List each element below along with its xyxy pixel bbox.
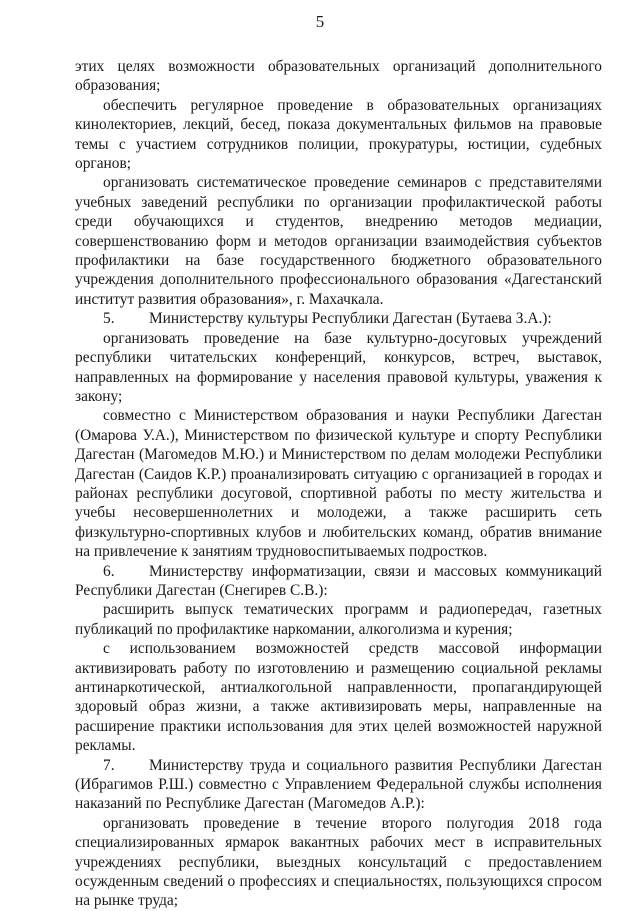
numbered-item [75,562,602,601]
paragraph: организовать систематическое проведение семинаров с представителями учебных заведений республики по организации профилактической работы среди обучающихся и студентов, внедрению методов медиации, совершенствованию форм и методов организации взаимодействия субъектов профилактики на базе государственного бюджетного образовательного учреждения дополнительного профессионального образования «Дагестанский институт развития образования», г. Махачкала. [75,174,602,308]
paragraph: организовать проведение на базе культурно-досуговых учреждений республики читательских конференций, конкурсов, встреч, выставок, направленных на формирование у населения правовой культуры, уважения к закону; [75,329,602,405]
item-text: Министерству информатизации, связи и массовых коммуникаций Республики Дагестан (Снегирев С.В.): [75,562,602,599]
paragraph: организовать проведение в течение второго полугодия 2018 года специализированных ярмарок вакантных рабочих мест в исправительных учреждениях республики, выездных консультаций с предоставлением осужденным сведений о профессиях и специальностях, пользующихся спросом на рынке труда; [75,814,602,910]
page-number: 5 [315,12,325,31]
paragraph: расширить выпуск тематических программ и радиопередач, газетных публикаций по профилактике наркомании, алкоголизма и курения; [75,601,602,638]
numbered-item [75,756,602,814]
paragraph: обеспечить регулярное проведение в образовательных организациях кинолекториев, лекций, бесед, показа документальных фильмов на правовые темы с участием сотрудников полиции, прокуратуры, юстиции, судебных органов; [75,96,602,173]
item-number: 5. [103,310,115,328]
paragraph: совместно с Министерством образования и науки Республики Дагестан (Омарова У.А.), Министерством по физической культуре и спорту Республики Дагестан (Магомедов М.Ю.) и Министерством по делам молодежи Республики Дагестан (Саидов К.Р.) проанализировать ситуацию с организацией в городах и районах республики досуговой, спортивной работы по месту жительства и учебы несовершеннолетних и молодежи, а также расширить сеть физкультурно-спортивных клубов и любительских команд, обратив внимание на привлечение к занятиям трудновоспитываемых подростков. [75,407,602,561]
paragraph: этих целях возможности образовательных организаций дополнительного образования; [75,58,602,95]
item-text: Министерству культуры Республики Дагестан (Бутаева З.А.): [149,310,552,328]
item-number: 7. [103,756,115,774]
paragraph: с использованием возможностей средств массовой информации активизировать работу по изготовлению и размещению социальной рекламы антинаркотической, антиалкогольной направленности, пропагандирующей здоровый образ жизни, а также активизировать меры, направленные на расширение практики использования для этих целей возможностей наружной рекламы. [75,640,602,755]
item-text: Министерству труда и социального развития Республики Дагестан (Ибрагимов Р.Ш.) совместно с Управлением Федеральной службы исполнения наказаний по Республике Дагестан (Магомедов А.Р.): [75,756,602,813]
document-body [75,57,602,911]
item-number: 6. [103,562,115,580]
numbered-item [75,309,602,328]
